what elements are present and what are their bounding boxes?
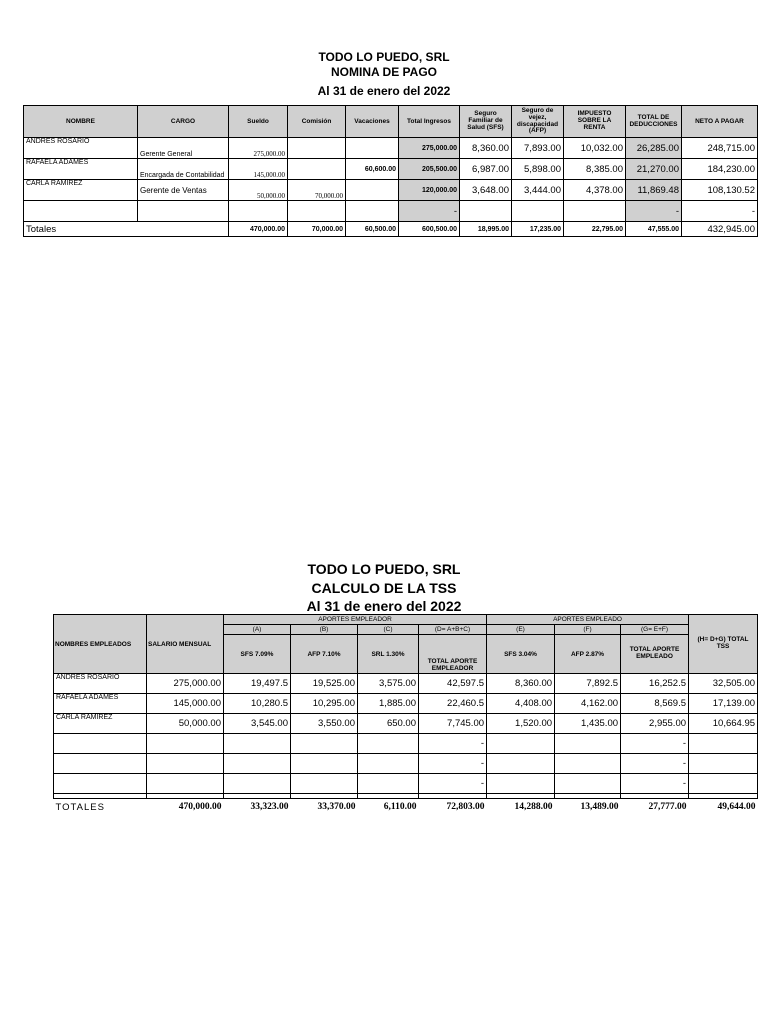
letter-e: (E) bbox=[487, 625, 555, 635]
header-nombres-empleados: NOMBRES EMPLEADOS bbox=[54, 615, 147, 674]
salario-cell: 50,000.00 bbox=[147, 714, 224, 734]
srl-cell: 3,575.00 bbox=[358, 674, 419, 694]
totals-label: TOTALES bbox=[55, 801, 105, 813]
total-ingresos-cell: 205,500.00 bbox=[399, 159, 460, 180]
sfs-cell bbox=[460, 201, 512, 222]
sfs-cell: 3,648.00 bbox=[460, 180, 512, 201]
header-sfs-empleador: SFS 7.09% bbox=[224, 635, 291, 674]
salario-cell: 275,000.00 bbox=[147, 674, 224, 694]
tss-date: Al 31 de enero del 2022 bbox=[306, 598, 462, 614]
afp-empleado-cell: 7,892.5 bbox=[555, 674, 621, 694]
total-empleado-cell: 16,252.5 bbox=[621, 674, 689, 694]
total-deducciones-cell: 21,270.00 bbox=[626, 159, 682, 180]
nomina-totals-row bbox=[24, 222, 758, 237]
header-cargo: CARGO bbox=[138, 106, 229, 138]
total-tss-cell bbox=[689, 734, 758, 754]
employee-name: CARLA RAMIREZ bbox=[54, 714, 147, 734]
sfs-empleado-cell bbox=[487, 754, 555, 774]
total-empleado-cell: - bbox=[621, 734, 689, 754]
total-deducciones: 47,555.00 bbox=[626, 222, 682, 237]
total-sueldo: 470,000.00 bbox=[229, 222, 288, 237]
total-sfs-empleador: 33,323.00 bbox=[250, 802, 289, 812]
total-empleador-cell: 42,597.5 bbox=[419, 674, 487, 694]
total-empleado-cell: - bbox=[621, 774, 689, 794]
sfs-empleador-cell: 3,545.00 bbox=[224, 714, 291, 734]
total-tss: 49,644.00 bbox=[717, 802, 756, 812]
total-empleador-cell: - bbox=[419, 734, 487, 754]
sfs-empleado-cell: 4,408.00 bbox=[487, 694, 555, 714]
table-row bbox=[24, 159, 758, 180]
letter-c: (C) bbox=[358, 625, 419, 635]
tss-company: TODO LO PUEDO, SRL bbox=[307, 561, 461, 577]
neto-cell: 184,230.00 bbox=[682, 159, 758, 180]
nomina-date: Al 31 de enero del 2022 bbox=[317, 84, 451, 98]
letter-g: (G= E+F) bbox=[621, 625, 689, 635]
total-tss-cell bbox=[689, 754, 758, 774]
header-vacaciones: Vacaciones bbox=[346, 106, 399, 138]
total-deducciones-cell: 26,285.00 bbox=[626, 138, 682, 159]
neto-cell: 248,715.00 bbox=[682, 138, 758, 159]
total-neto: 432,945.00 bbox=[682, 222, 758, 237]
total-empleado-cell: 8,569.5 bbox=[621, 694, 689, 714]
srl-cell bbox=[358, 754, 419, 774]
employee-cargo: Gerente General bbox=[138, 138, 229, 159]
table-row bbox=[24, 201, 758, 222]
employee-name: RAFAELA ADAMES bbox=[24, 159, 138, 180]
table-row bbox=[24, 138, 758, 159]
total-vacaciones: 60,500.00 bbox=[346, 222, 399, 237]
total-ingresos-cell: - bbox=[399, 201, 460, 222]
sfs-empleador-cell bbox=[224, 734, 291, 754]
sfs-empleador-cell bbox=[224, 754, 291, 774]
total-ingresos-cell: 275,000.00 bbox=[399, 138, 460, 159]
header-sfs: Seguro Familiar de Salud (SFS) bbox=[460, 106, 512, 138]
total-tss-cell bbox=[689, 774, 758, 794]
tss-totals-row bbox=[54, 799, 758, 816]
comision-cell: 70,000.00 bbox=[288, 180, 346, 201]
isr-cell bbox=[564, 201, 626, 222]
afp-empleador-cell bbox=[291, 754, 358, 774]
total-deducciones-cell: - bbox=[626, 201, 682, 222]
total-empleador-cell: 7,745.00 bbox=[419, 714, 487, 734]
sfs-empleado-cell bbox=[487, 774, 555, 794]
header-comision: Comisión bbox=[288, 106, 346, 138]
total-srl: 6,110.00 bbox=[383, 802, 417, 812]
tss-title: CALCULO DE LA TSS bbox=[311, 580, 457, 596]
vacaciones-cell bbox=[346, 138, 399, 159]
salario-cell bbox=[147, 754, 224, 774]
header-afp: Seguro de vejez, discapacidad (AFP) bbox=[512, 106, 564, 138]
total-deducciones-cell: 11,869.48 bbox=[626, 180, 682, 201]
salario-cell bbox=[147, 734, 224, 754]
header-total-deducciones: TOTAL DE DEDUCCIONES bbox=[626, 106, 682, 138]
total-afp-empleado: 13,489.00 bbox=[580, 802, 619, 812]
salario-cell bbox=[147, 774, 224, 794]
total-tss-cell: 32,505.00 bbox=[689, 674, 758, 694]
total-empleado-cell: 2,955.00 bbox=[621, 714, 689, 734]
afp-empleador-cell bbox=[291, 734, 358, 754]
letter-b: (B) bbox=[291, 625, 358, 635]
header-total-tss: (H= D+G) TOTAL TSS bbox=[689, 615, 758, 674]
total-isr: 22,795.00 bbox=[564, 222, 626, 237]
header-total-aporte-empleador: TOTAL APORTE EMPLEADOR bbox=[419, 635, 487, 674]
employee-cargo: Encargada de Contabilidad bbox=[138, 159, 229, 180]
header-aportes-empleador: APORTES EMPLEADOR bbox=[224, 615, 487, 625]
afp-cell bbox=[512, 201, 564, 222]
total-empleador-cell: - bbox=[419, 754, 487, 774]
srl-cell bbox=[358, 774, 419, 794]
employee-name bbox=[54, 754, 147, 774]
afp-cell: 5,898.00 bbox=[512, 159, 564, 180]
header-sueldo: Sueldo bbox=[229, 106, 288, 138]
table-row bbox=[54, 714, 758, 734]
header-sfs-empleado: SFS 3.04% bbox=[487, 635, 555, 674]
comision-cell bbox=[288, 138, 346, 159]
employee-cargo bbox=[138, 201, 229, 222]
employee-name: RAFAELA ADAMES bbox=[54, 694, 147, 714]
sueldo-cell bbox=[229, 201, 288, 222]
neto-cell: - bbox=[682, 201, 758, 222]
afp-empleador-cell: 10,295.00 bbox=[291, 694, 358, 714]
table-row bbox=[54, 734, 758, 754]
sfs-empleador-cell: 10,280.5 bbox=[224, 694, 291, 714]
sfs-empleado-cell: 1,520.00 bbox=[487, 714, 555, 734]
table-row bbox=[54, 674, 758, 694]
sueldo-cell: 275,000.00 bbox=[229, 138, 288, 159]
header-total-aporte-empleado: TOTAL APORTE EMPLEADO bbox=[621, 635, 689, 674]
header-neto: NETO A PAGAR bbox=[682, 106, 758, 138]
total-salario: 470,000.00 bbox=[178, 802, 222, 812]
nomina-title: NOMINA DE PAGO bbox=[330, 65, 437, 79]
totals-label: Totales bbox=[24, 222, 229, 237]
tss-table bbox=[53, 614, 758, 815]
letter-a: (A) bbox=[224, 625, 291, 635]
employee-name: CARLA RAMIREZ bbox=[24, 180, 138, 201]
total-sfs: 18,995.00 bbox=[460, 222, 512, 237]
header-afp-empleador: AFP 7.10% bbox=[291, 635, 358, 674]
afp-empleado-cell: 1,435.00 bbox=[555, 714, 621, 734]
employee-name bbox=[54, 774, 147, 794]
header-aportes-empleado: APORTES EMPLEADO bbox=[487, 615, 689, 625]
afp-cell: 3,444.00 bbox=[512, 180, 564, 201]
tss-group-row bbox=[54, 615, 758, 625]
table-row bbox=[54, 754, 758, 774]
total-tss-cell: 17,139.00 bbox=[689, 694, 758, 714]
total-sfs-empleado: 14,288.00 bbox=[514, 802, 553, 812]
table-row bbox=[54, 774, 758, 794]
afp-empleado-cell: 4,162.00 bbox=[555, 694, 621, 714]
sfs-empleador-cell: 19,497.5 bbox=[224, 674, 291, 694]
comision-cell bbox=[288, 201, 346, 222]
afp-empleador-cell: 19,525.00 bbox=[291, 674, 358, 694]
header-isr: IMPUESTO SOBRE LA RENTA bbox=[564, 106, 626, 138]
salario-cell: 145,000.00 bbox=[147, 694, 224, 714]
vacaciones-cell bbox=[346, 201, 399, 222]
isr-cell: 4,378.00 bbox=[564, 180, 626, 201]
nomina-table bbox=[23, 105, 758, 237]
header-afp-empleado: AFP 2.87% bbox=[555, 635, 621, 674]
employee-name: ANDRES ROSARIO bbox=[54, 674, 147, 694]
vacaciones-cell: 60,600.00 bbox=[346, 159, 399, 180]
total-afp: 17,235.00 bbox=[512, 222, 564, 237]
sfs-empleado-cell: 8,360.00 bbox=[487, 674, 555, 694]
afp-empleado-cell bbox=[555, 774, 621, 794]
header-srl: SRL 1.30% bbox=[358, 635, 419, 674]
afp-empleador-cell: 3,550.00 bbox=[291, 714, 358, 734]
isr-cell: 10,032.00 bbox=[564, 138, 626, 159]
nomina-company: TODO LO PUEDO, SRL bbox=[318, 50, 450, 64]
total-afp-empleador: 33,370.00 bbox=[317, 802, 356, 812]
comision-cell bbox=[288, 159, 346, 180]
total-ingresos: 600,500.00 bbox=[399, 222, 460, 237]
vacaciones-cell bbox=[346, 180, 399, 201]
sfs-empleador-cell bbox=[224, 774, 291, 794]
total-empleador-cell: 22,460.5 bbox=[419, 694, 487, 714]
sueldo-cell: 50,000.00 bbox=[229, 180, 288, 201]
sfs-cell: 6,987.00 bbox=[460, 159, 512, 180]
nomina-header-row bbox=[24, 106, 758, 138]
total-comision: 70,000.00 bbox=[288, 222, 346, 237]
header-total-ingresos: Total Ingresos bbox=[399, 106, 460, 138]
srl-cell: 1,885.00 bbox=[358, 694, 419, 714]
srl-cell bbox=[358, 734, 419, 754]
employee-cargo: Gerente de Ventas bbox=[138, 180, 229, 201]
header-nombre: NOMBRE bbox=[24, 106, 138, 138]
employee-name bbox=[54, 734, 147, 754]
employee-name bbox=[24, 201, 138, 222]
header-salario-mensual: SALARIO MENSUAL bbox=[147, 615, 224, 674]
afp-cell: 7,893.00 bbox=[512, 138, 564, 159]
srl-cell: 650.00 bbox=[358, 714, 419, 734]
afp-empleador-cell bbox=[291, 774, 358, 794]
total-tss-cell: 10,664.95 bbox=[689, 714, 758, 734]
total-empleado-cell: - bbox=[621, 754, 689, 774]
table-row bbox=[24, 180, 758, 201]
table-row bbox=[54, 694, 758, 714]
total-aporte-empleador: 72,803.00 bbox=[446, 802, 485, 812]
letter-f: (F) bbox=[555, 625, 621, 635]
total-ingresos-cell: 120,000.00 bbox=[399, 180, 460, 201]
total-empleador-cell: - bbox=[419, 774, 487, 794]
sfs-empleado-cell bbox=[487, 734, 555, 754]
afp-empleado-cell bbox=[555, 734, 621, 754]
total-aporte-empleado: 27,777.00 bbox=[648, 802, 687, 812]
neto-cell: 108,130.52 bbox=[682, 180, 758, 201]
sueldo-cell: 145,000.00 bbox=[229, 159, 288, 180]
isr-cell: 8,385.00 bbox=[564, 159, 626, 180]
employee-name: ANDRES ROSARIO bbox=[24, 138, 138, 159]
letter-d: (D= A+B+C) bbox=[419, 625, 487, 635]
afp-empleado-cell bbox=[555, 754, 621, 774]
sfs-cell: 8,360.00 bbox=[460, 138, 512, 159]
